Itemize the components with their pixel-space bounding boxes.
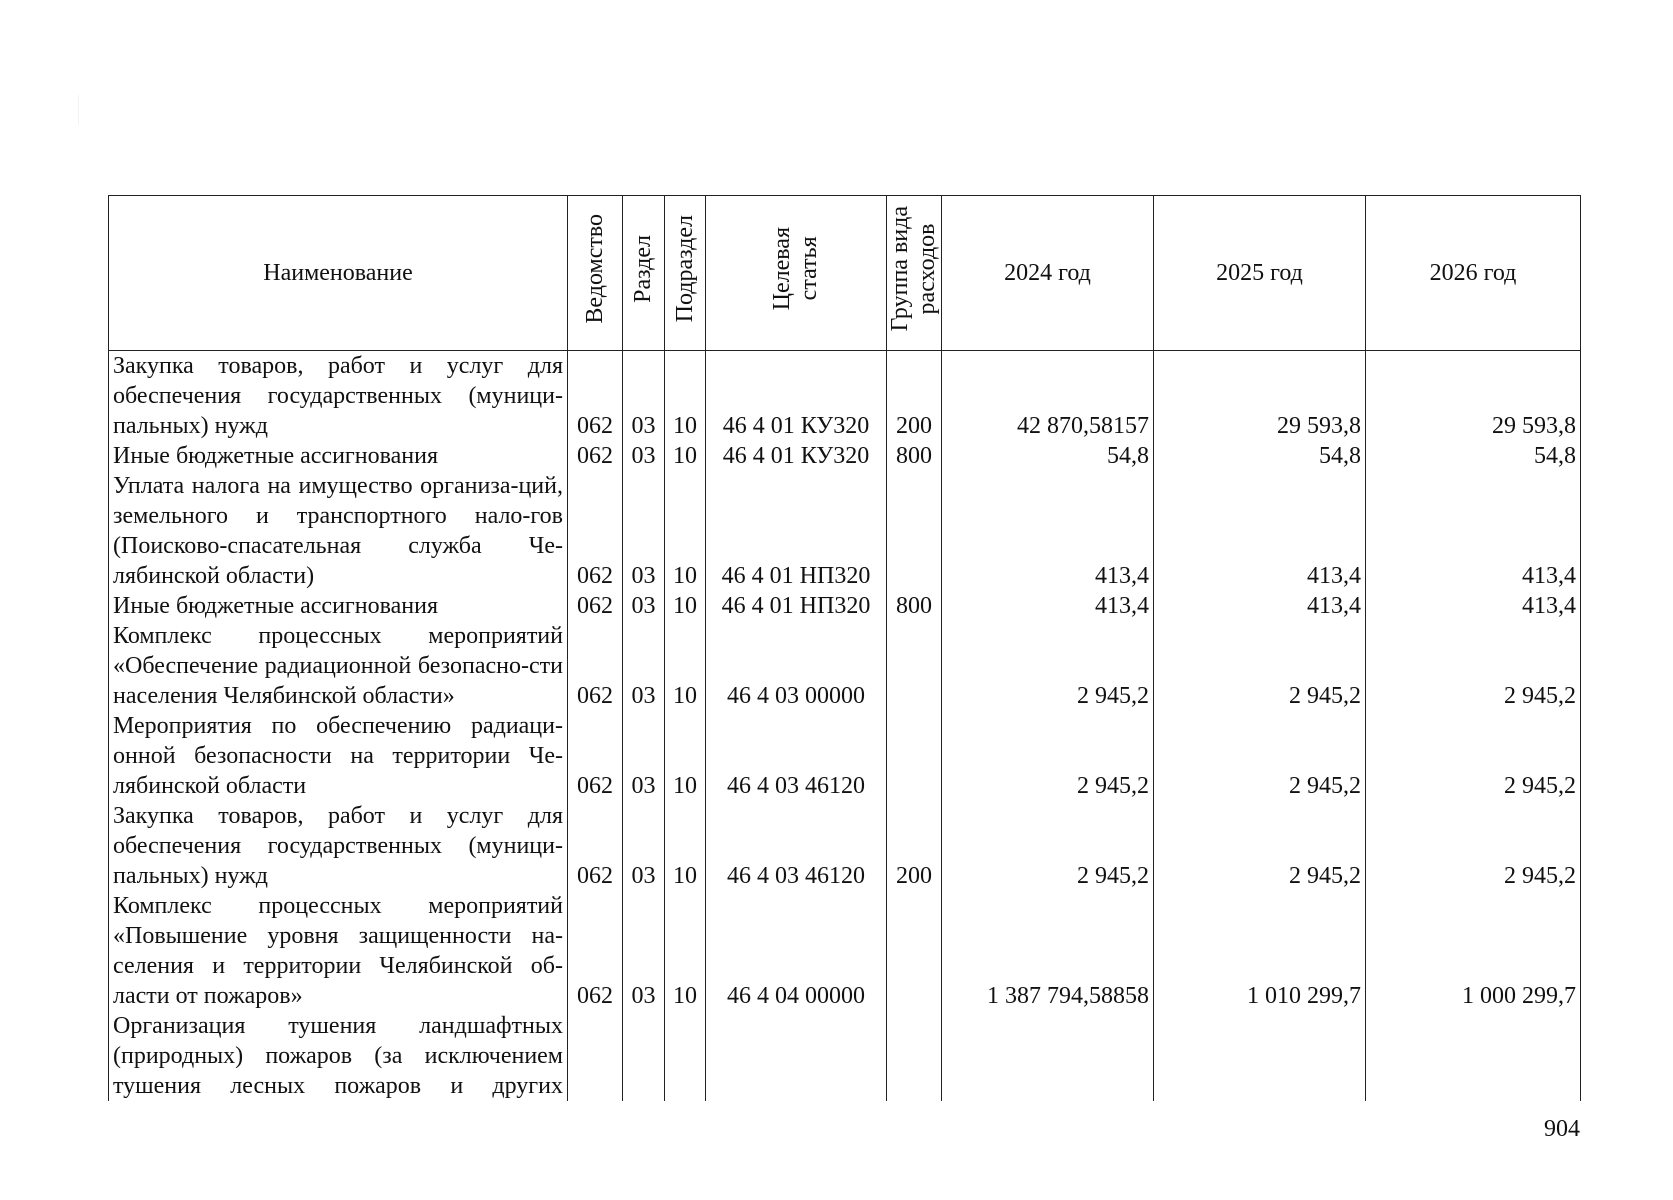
- row-value-2025: 1 010 299,7: [1154, 891, 1366, 1011]
- row-value-2024: 2 945,2: [942, 801, 1154, 891]
- header-expense-group-line-2: расходов: [914, 223, 940, 315]
- row-expense-group: [887, 621, 942, 711]
- row-target-article: 46 4 03 00000: [706, 621, 887, 711]
- header-target-article: [706, 196, 887, 351]
- row-target-article: 46 4 01 НП320: [706, 591, 887, 621]
- table-row: [109, 351, 1581, 442]
- row-department: 062: [568, 471, 623, 591]
- row-subsection: 10: [665, 351, 706, 442]
- row-value-2026: [1366, 1011, 1581, 1101]
- row-value-2025: 413,4: [1154, 471, 1366, 591]
- row-expense-group: [887, 711, 942, 801]
- row-expense-group: 200: [887, 351, 942, 442]
- row-subsection: 10: [665, 891, 706, 1011]
- row-name: Закупка товаров, работ и услуг для обеспечения государственных (муници-пальных) нужд: [109, 351, 568, 442]
- row-section: [623, 1011, 665, 1101]
- header-expense-group: [887, 196, 942, 351]
- row-name: Уплата налога на имущество организа-ций, земельного и транспортного нало-гов (Поисково-спасательная служба Че-лябинской области): [109, 471, 568, 591]
- row-name: Закупка товаров, работ и услуг для обеспечения государственных (муници-пальных) нужд: [109, 801, 568, 891]
- row-target-article: 46 4 03 46120: [706, 711, 887, 801]
- table-row: [109, 441, 1581, 471]
- row-expense-group: 800: [887, 441, 942, 471]
- header-expense-group-label: [887, 206, 941, 331]
- row-subsection: 10: [665, 591, 706, 621]
- header-year-2024: 2024 год: [942, 196, 1154, 351]
- row-department: 062: [568, 711, 623, 801]
- row-value-2025: 2 945,2: [1154, 711, 1366, 801]
- row-target-article: 46 4 01 НП320: [706, 471, 887, 591]
- row-expense-group: [887, 1011, 942, 1101]
- row-department: 062: [568, 891, 623, 1011]
- row-name: Иные бюджетные ассигнования: [109, 441, 568, 471]
- row-expense-group: [887, 471, 942, 591]
- page-number: 904: [1544, 1116, 1580, 1142]
- row-name: Организация тушения ландшафтных (природных) пожаров (за исключением тушения лесных пожаров и других: [109, 1011, 568, 1101]
- scan-margin-mark: [78, 95, 79, 125]
- table-row: [109, 711, 1581, 801]
- row-value-2025: 54,8: [1154, 441, 1366, 471]
- row-name: Иные бюджетные ассигнования: [109, 591, 568, 621]
- row-department: 062: [568, 801, 623, 891]
- row-value-2025: 413,4: [1154, 591, 1366, 621]
- row-value-2026: 2 945,2: [1366, 711, 1581, 801]
- row-subsection: 10: [665, 441, 706, 471]
- row-subsection: 10: [665, 471, 706, 591]
- row-department: 062: [568, 621, 623, 711]
- table-row: [109, 591, 1581, 621]
- row-value-2026: 2 945,2: [1366, 801, 1581, 891]
- row-value-2025: 2 945,2: [1154, 621, 1366, 711]
- header-year-2026: 2026 год: [1366, 196, 1581, 351]
- header-expense-group-line-1: Группа вида: [887, 206, 913, 332]
- row-department: [568, 1011, 623, 1101]
- header-subsection: [665, 196, 706, 351]
- row-value-2026: 2 945,2: [1366, 621, 1581, 711]
- row-expense-group: 800: [887, 591, 942, 621]
- row-target-article: 46 4 03 46120: [706, 801, 887, 891]
- table-row: [109, 1011, 1581, 1101]
- row-subsection: [665, 1011, 706, 1101]
- row-section: 03: [623, 471, 665, 591]
- row-name: Комплекс процессных мероприятий «Обеспечение радиационной безопасно-сти населения Челябинской области»: [109, 621, 568, 711]
- header-target-article-label: [769, 227, 823, 310]
- row-section: 03: [623, 891, 665, 1011]
- row-value-2026: 413,4: [1366, 471, 1581, 591]
- row-section: 03: [623, 441, 665, 471]
- row-subsection: 10: [665, 621, 706, 711]
- row-expense-group: [887, 891, 942, 1011]
- row-value-2025: 29 593,8: [1154, 351, 1366, 442]
- row-value-2026: 1 000 299,7: [1366, 891, 1581, 1011]
- row-name: Комплекс процессных мероприятий «Повышение уровня защищенности на-селения и территории Челябинской об-ласти от пожаров»: [109, 891, 568, 1011]
- row-section: 03: [623, 351, 665, 442]
- row-subsection: 10: [665, 711, 706, 801]
- row-value-2024: 42 870,58157: [942, 351, 1154, 442]
- row-value-2025: [1154, 1011, 1366, 1101]
- row-target-article: 46 4 04 00000: [706, 891, 887, 1011]
- row-value-2024: 413,4: [942, 471, 1154, 591]
- row-target-article: 46 4 01 КУ320: [706, 351, 887, 442]
- row-value-2024: 413,4: [942, 591, 1154, 621]
- table-header-row: [109, 196, 1581, 351]
- row-department: 062: [568, 351, 623, 442]
- row-value-2024: 54,8: [942, 441, 1154, 471]
- row-value-2026: 413,4: [1366, 591, 1581, 621]
- row-value-2024: 2 945,2: [942, 711, 1154, 801]
- table-row: [109, 891, 1581, 1011]
- row-value-2024: [942, 1011, 1154, 1101]
- table-row: [109, 621, 1581, 711]
- row-value-2024: 2 945,2: [942, 621, 1154, 711]
- header-subsection-label: Подраздел: [671, 215, 698, 323]
- header-department: [568, 196, 623, 351]
- row-section: 03: [623, 801, 665, 891]
- header-section: [623, 196, 665, 351]
- row-value-2024: 1 387 794,58858: [942, 891, 1154, 1011]
- header-department-label: Ведомство: [581, 214, 608, 324]
- row-value-2025: 2 945,2: [1154, 801, 1366, 891]
- row-section: 03: [623, 591, 665, 621]
- budget-table: [108, 195, 1581, 1101]
- row-value-2026: 29 593,8: [1366, 351, 1581, 442]
- row-section: 03: [623, 621, 665, 711]
- table-row: [109, 801, 1581, 891]
- header-target-article-line-2: статья: [796, 237, 822, 301]
- row-name: Мероприятия по обеспечению радиаци-онной безопасности на территории Че-лябинской области: [109, 711, 568, 801]
- row-target-article: 46 4 01 КУ320: [706, 441, 887, 471]
- row-target-article: [706, 1011, 887, 1101]
- row-subsection: 10: [665, 801, 706, 891]
- row-department: 062: [568, 591, 623, 621]
- header-target-article-line-1: Целевая: [769, 227, 795, 311]
- row-expense-group: 200: [887, 801, 942, 891]
- row-section: 03: [623, 711, 665, 801]
- header-year-2025: 2025 год: [1154, 196, 1366, 351]
- row-department: 062: [568, 441, 623, 471]
- row-value-2026: 54,8: [1366, 441, 1581, 471]
- table-row: [109, 471, 1581, 591]
- header-section-label: Раздел: [630, 235, 656, 303]
- header-name: Наименование: [109, 196, 568, 351]
